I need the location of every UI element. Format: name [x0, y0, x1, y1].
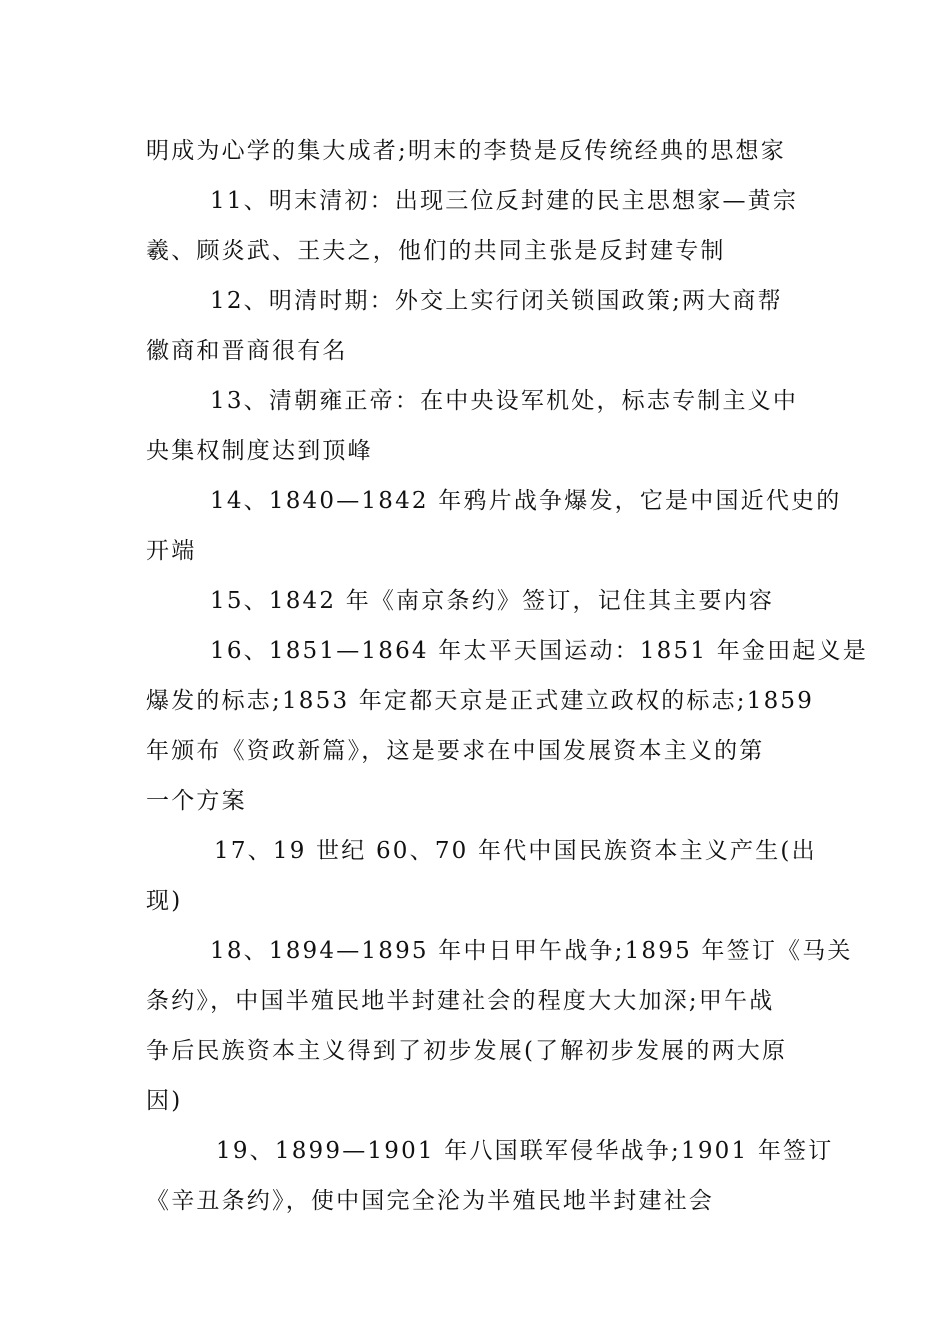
text-line: 16、1851—1864 年太平天国运动：1851 年金田起义是: [210, 638, 868, 664]
text-line: 因): [146, 1088, 183, 1114]
text-line: 现): [146, 888, 183, 914]
text-line: 19、1899—1901 年八国联军侵华战争;1901 年签订: [216, 1138, 834, 1164]
text-line: 14、1840—1842 年鸦片战争爆发，它是中国近代史的: [210, 488, 842, 514]
text-line: 《辛丑条约》，使中国完全沦为半殖民地半封建社会: [146, 1188, 715, 1214]
text-line: 13、清朝雍正帝：在中央设军机处，标志专制主义中: [210, 388, 799, 414]
text-line: 争后民族资本主义得到了初步发展(了解初步发展的两大原: [146, 1038, 788, 1064]
text-line: 徽商和晋商很有名: [146, 338, 348, 364]
text-line: 开端: [146, 538, 197, 564]
text-line: 年颁布《资政新篇》，这是要求在中国发展资本主义的第: [146, 738, 765, 764]
text-line: 明成为心学的集大成者;明末的李贽是反传统经典的思想家: [146, 138, 786, 164]
text-line: 11、明末清初：出现三位反封建的民主思想家—黄宗: [210, 188, 799, 214]
text-line: 条约》，中国半殖民地半封建社会的程度大大加深;甲午战: [146, 988, 775, 1014]
text-line: 央集权制度达到顶峰: [146, 438, 373, 464]
text-line: 12、明清时期：外交上实行闭关锁国政策;两大商帮: [210, 288, 783, 314]
text-line: 18、1894—1895 年中日甲午战争;1895 年签订《马关: [210, 938, 853, 964]
text-line: 羲、顾炎武、王夫之，他们的共同主张是反封建专制: [146, 238, 726, 264]
text-line: 爆发的标志;1853 年定都天京是正式建立政权的标志;1859: [146, 688, 815, 714]
text-line: 17、19 世纪 60、70 年代中国民族资本主义产生(出: [214, 838, 817, 864]
text-line: 15、1842 年《南京条约》签订，记住其主要内容: [210, 588, 775, 614]
text-line: 一个方案: [146, 788, 247, 814]
